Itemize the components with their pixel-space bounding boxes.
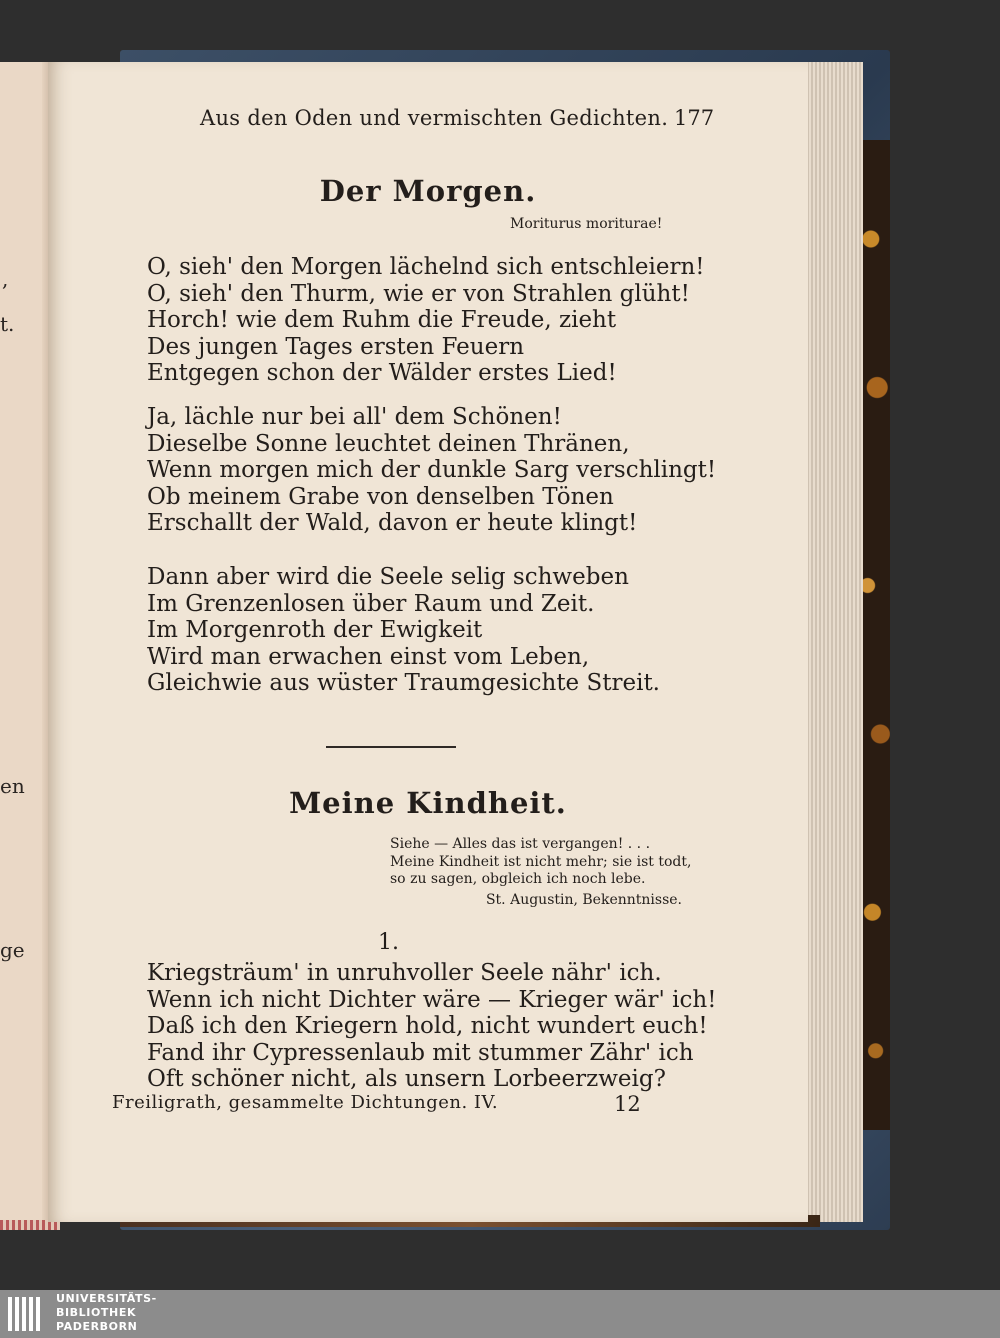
poem-epigraph: Moriturus moriturae! (510, 216, 663, 232)
poem-epigraph (390, 836, 720, 909)
running-head: Aus den Oden und vermischten Gedichten. (200, 106, 669, 130)
stanza (147, 960, 716, 1093)
section-number: 1. (378, 930, 399, 955)
epigraph-line: so zu sagen, obgleich ich noch lebe. (390, 871, 646, 887)
library-name-line: BIBLIOTHEK (56, 1306, 137, 1319)
verse-line: Wird man erwachen einst vom Leben, (147, 643, 590, 670)
stanza (147, 404, 716, 537)
verse-line: Horch! wie dem Ruhm die Freude, zieht (147, 307, 617, 333)
stanza (147, 564, 660, 697)
left-fragment: en (0, 774, 25, 798)
library-name-line: UNIVERSITÄTS- (56, 1292, 157, 1305)
verse-line: Gleichwie aus wüster Traumgesichte Streit. (147, 670, 660, 696)
verse-line: Wenn ich nicht Dichter wäre — Krieger wär' ich! (147, 986, 717, 1013)
verse-line: Entgegen schon der Wälder erstes Lied! (147, 360, 617, 386)
page-edges (800, 62, 863, 1222)
verse-line: O, sieh' den Morgen lächelnd sich entschleiern! (147, 254, 705, 280)
verse-line: Ob meinem Grabe von denselben Tönen (147, 483, 614, 510)
left-fragment: , (2, 267, 9, 291)
verse-line: Ja, lächle nur bei all' dem Schönen! (147, 404, 562, 430)
verse-line: Im Grenzenlosen über Raum und Zeit. (147, 590, 595, 617)
library-name-line: PADERBORN (56, 1320, 138, 1333)
sheet-number: 12 (614, 1092, 641, 1116)
library-footer-bar (0, 1290, 1000, 1338)
verse-line: Dann aber wird die Seele selig schweben (147, 564, 629, 590)
verse-line: Im Morgenroth der Ewigkeit (147, 617, 483, 643)
stanza (147, 254, 705, 387)
epigraph-line: Siehe — Alles das ist vergangen! . . . (390, 836, 651, 852)
verse-line: Wenn morgen mich der dunkle Sarg verschlingt! (147, 457, 717, 483)
verse-line: Kriegsträum' in unruhvoller Seele nähr' ich. (147, 960, 662, 986)
library-logo-icon (4, 1294, 44, 1334)
left-page (0, 62, 54, 1230)
epigraph-line: Meine Kindheit ist nicht mehr; sie ist todt, (390, 853, 692, 870)
epigraph-source: St. Augustin, Bekenntnisse. (485, 891, 682, 908)
page-number: 177 (674, 106, 715, 130)
verse-line: Erschallt der Wald, davon er heute klingt! (147, 510, 638, 536)
left-fragment: t. (0, 312, 15, 336)
page-header (48, 106, 808, 136)
verse-line: Des jungen Tages ersten Feuern (147, 333, 525, 360)
verse-line: Fand ihr Cypressenlaub mit stummer Zähr' ich (147, 1039, 694, 1066)
verse-line: Dieselbe Sonne leuchtet deinen Thränen, (147, 430, 630, 457)
verse-line: O, sieh' den Thurm, wie er von Strahlen glüht! (147, 280, 690, 307)
book-page (48, 62, 808, 1222)
page-footer (48, 1092, 808, 1122)
left-fragment: ge (0, 938, 25, 962)
verse-line: Oft schöner nicht, als unsern Lorbeerzweig? (147, 1066, 666, 1092)
poem-title: Der Morgen. (319, 174, 537, 208)
signature-line: Freiligrath, gesammelte Dichtungen. IV. (112, 1092, 499, 1113)
poem-title: Meine Kindheit. (289, 786, 567, 820)
section-divider (326, 746, 456, 748)
verse-line: Daß ich den Kriegern hold, nicht wundert euch! (147, 1013, 708, 1039)
